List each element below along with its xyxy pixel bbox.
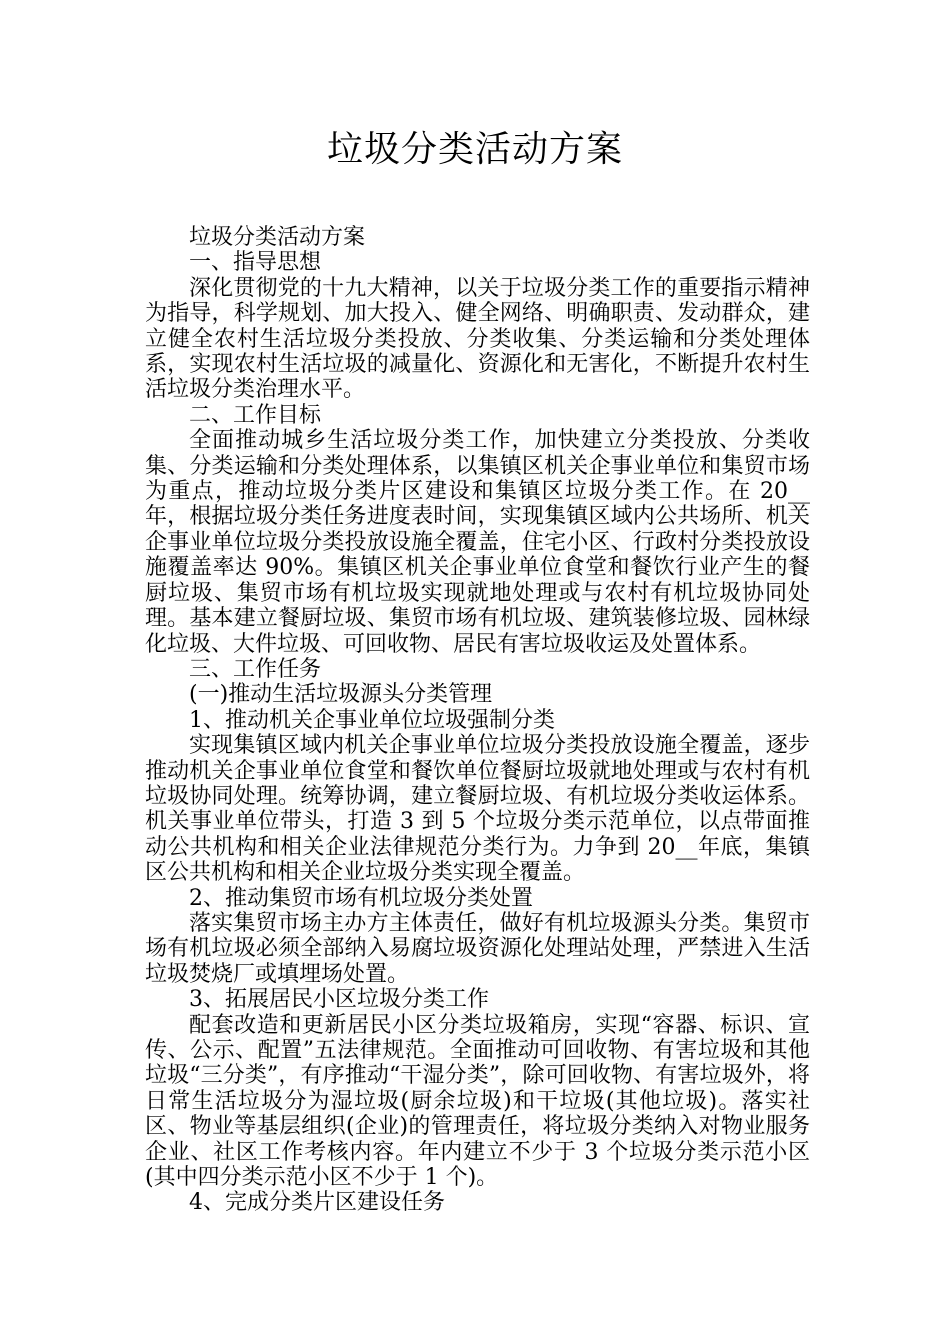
item-heading-institutions: 1、推动机关企事业单位垃圾强制分类 xyxy=(189,707,555,733)
paragraph-institutions: 实现集镇区域内机关企事业单位垃圾分类投放设施全覆盖，逐步推动机关企事业单位食堂和餐饮单位餐厨垃圾就地处理或与农村有机垃圾协同处理。统筹协调，建立餐厨垃圾、有机垃圾分类收运体系。机关事业单位带头，打造 3 到 5 个垃圾分类示范单位，以点带面推动公共机构和相关企业法律规范分类行为。力争到 20__年底，集镇区公共机构和相关企业垃圾分类实现全覆盖。 xyxy=(145,733,810,886)
document-body xyxy=(145,225,810,1216)
item-heading-residential: 3、拓展居民小区垃圾分类工作 xyxy=(189,987,489,1013)
item-heading-markets: 2、推动集贸市场有机垃圾分类处置 xyxy=(189,885,533,911)
item-heading-districts: 4、完成分类片区建设任务 xyxy=(189,1190,445,1216)
paragraph-residential: 配套改造和更新居民小区分类垃圾箱房，实现“容器、标识、宣传、公示、配置”五法律规范。全面推动可回收物、有害垃圾和其他垃圾“三分类”，有序推动“干湿分类”，除可回收物、有害垃圾外，将日常生活垃圾分为湿垃圾(厨余垃圾)和干垃圾(其他垃圾)。落实社区、物业等基层组织(企业)的管理责任，将垃圾分类纳入对物业服务企业、社区工作考核内容。年内建立不少于 3 个垃圾分类示范小区(其中四分类示范小区不少于 1 个)。 xyxy=(145,1012,810,1191)
paragraph-guiding-ideology: 深化贯彻党的十九大精神，以关于垃圾分类工作的重要指示精神为指导，科学规划、加大投入、健全网络、明确职责、发动群众，建立健全农村生活垃圾分类投放、分类收集、分类运输和分类处理体系，实现农村生活垃圾的减量化、资源化和无害化，不断提升农村生活垃圾分类治理水平。 xyxy=(145,275,810,403)
paragraph-work-goals: 全面推动城乡生活垃圾分类工作，加快建立分类投放、分类收集、分类运输和分类处理体系，以集镇区机关企事业单位和集贸市场为重点，推动垃圾分类片区建设和集镇区垃圾分类工作。在 20__年，根据垃圾分类任务进度表时间，实现集镇区域内公共场所、机关企事业单位垃圾分类投放设施全覆盖，住宅小区、行政村分类投放设施覆盖率达 90%。集镇区机关企事业单位食堂和餐饮行业产生的餐厨垃圾、集贸市场有机垃圾实现就地处理或与农村有机垃圾协同处理。基本建立餐厨垃圾、集贸市场有机垃圾、建筑装修垃圾、园林绿化垃圾、大件垃圾、可回收物、居民有害垃圾收运及处置体系。 xyxy=(145,428,810,657)
section-heading-guiding-ideology: 一、指导思想 xyxy=(189,250,322,276)
paragraph-markets: 落实集贸市场主办方主体责任，做好有机垃圾源头分类。集贸市场有机垃圾必须全部纳入易腐垃圾资源化处理站处理，严禁进入生活垃圾焚烧厂或填埋场处置。 xyxy=(145,910,810,987)
document-title: 垃圾分类活动方案 xyxy=(326,129,623,170)
section-heading-work-goals: 二、工作目标 xyxy=(189,402,322,428)
section-heading-work-tasks: 三、工作任务 xyxy=(189,656,322,682)
paragraph-subtitle: 垃圾分类活动方案 xyxy=(189,225,366,250)
subsection-heading-source-classification: (一)推动生活垃圾源头分类管理 xyxy=(189,682,493,708)
